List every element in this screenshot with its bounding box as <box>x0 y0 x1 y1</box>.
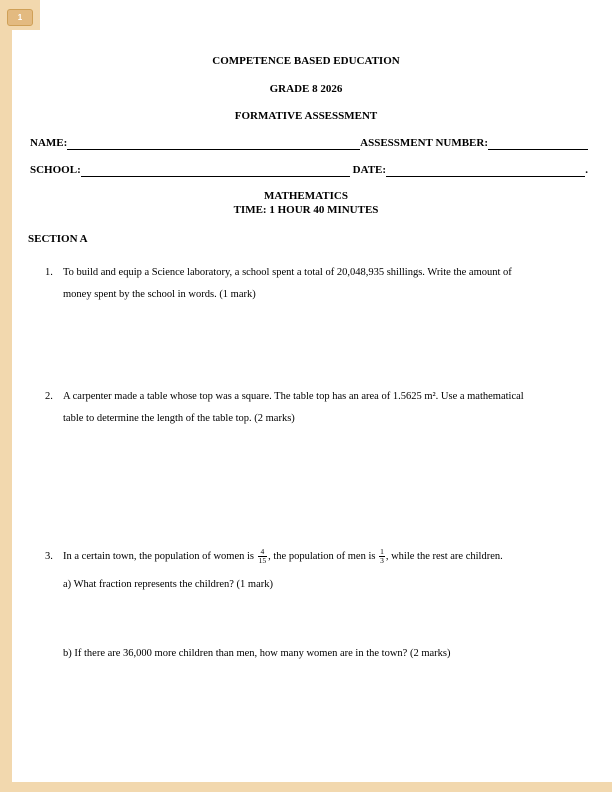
assessment-type-line: FORMATIVE ASSESSMENT <box>234 110 378 122</box>
assessment-number-label: ASSESSMENT NUMBER: <box>360 137 488 149</box>
question-3 <box>45 546 595 568</box>
fraction-women-denominator: 15 <box>258 555 267 565</box>
question-3a: a) What fraction represents the children? (1 mark) <box>63 579 273 590</box>
school-row <box>30 163 588 177</box>
question-3-text-part-3: , while the rest are children. <box>385 551 503 562</box>
question-3-text-part-2: , the population of men is <box>268 551 379 562</box>
question-1-line-2: money spent by the school in words. (1 mark) <box>63 289 256 300</box>
question-3-number: 3. <box>45 551 53 562</box>
question-3-text-part-1: In a certain town, the population of women is <box>63 551 257 562</box>
school-label: SCHOOL: <box>30 164 81 176</box>
page-edge-bottom <box>0 782 612 792</box>
fraction-women-numerator: 4 <box>260 546 265 556</box>
document-title: COMPETENCE BASED EDUCATION <box>212 55 400 67</box>
question-2-number: 2. <box>45 391 53 402</box>
fraction-men <box>379 548 385 566</box>
name-label: NAME: <box>30 137 68 149</box>
question-3-text <box>63 546 595 568</box>
question-2-line-2: table to determine the length of the table top. (2 marks) <box>63 413 295 424</box>
date-period: . <box>585 164 588 176</box>
section-a-heading: SECTION A <box>28 233 88 245</box>
assessment-number-blank <box>488 136 588 150</box>
question-1-line-1: To build and equip a Science laboratory, a school spent a total of 20,048,935 shillings. Write the amount of <box>63 267 512 278</box>
time-allowed: TIME: 1 HOUR 40 MINUTES <box>233 204 379 216</box>
name-blank <box>67 136 360 150</box>
question-1-number: 1. <box>45 267 53 278</box>
subject-title: MATHEMATICS <box>264 190 348 202</box>
date-label: DATE: <box>352 164 387 176</box>
fraction-men-denominator: 3 <box>380 555 384 565</box>
grade-line: GRADE 8 2026 <box>269 83 343 95</box>
page-number-label: 1 <box>17 13 23 22</box>
question-2-line-1: A carpenter made a table whose top was a square. The table top has an area of 1.5625 m². Use a mathematical <box>63 391 524 402</box>
question-2 <box>45 386 595 430</box>
question-3b: b) If there are 36,000 more children than men, how many women are in the town? (2 marks) <box>63 648 451 659</box>
fraction-men-numerator: 1 <box>380 546 384 556</box>
name-row <box>30 136 588 150</box>
school-blank <box>81 163 350 177</box>
question-1 <box>45 262 582 306</box>
page-number-badge <box>7 9 33 26</box>
date-blank <box>386 163 585 177</box>
question-1-text <box>63 262 582 306</box>
fraction-women <box>258 548 268 566</box>
question-2-text <box>63 386 595 430</box>
